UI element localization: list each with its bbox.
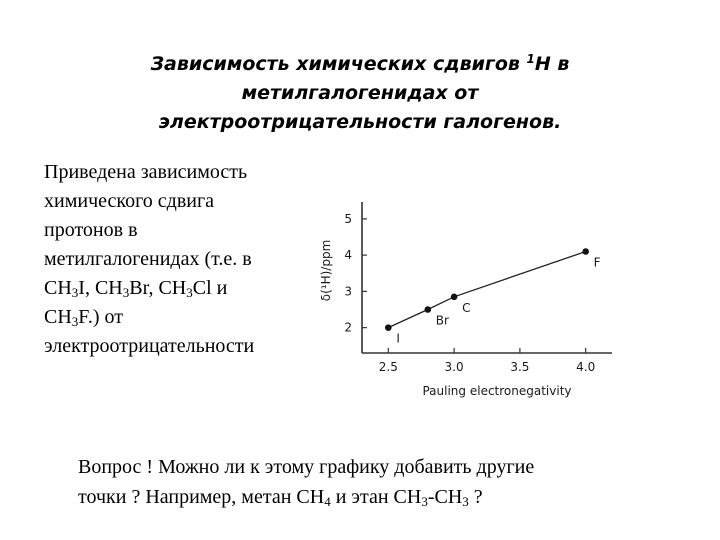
point-label-i: I [396, 331, 400, 346]
point-label-c: C [462, 300, 471, 315]
y-tick-label: 3 [344, 284, 352, 299]
description-line-1: Приведена зависимость [44, 161, 248, 183]
formula-subscript: 3 [186, 285, 193, 300]
description-line-4: метилгалогенидах (т.е. в [44, 248, 252, 270]
question-part: точки ? Например, метан CH [78, 486, 325, 508]
y-tick-label: 4 [344, 248, 352, 263]
formula-part: F.) от [78, 306, 123, 328]
title-line-1 [40, 50, 680, 79]
title-superscript: 1 [526, 52, 535, 66]
data-point-f [582, 248, 589, 255]
description-line-2: химического сдвига [44, 190, 215, 212]
series-line [388, 252, 585, 328]
description-line-7: электроотрицательности [44, 335, 255, 357]
y-tick-label: 2 [344, 320, 352, 335]
question-line-1: Вопрос ! Можно ли к этому графику добавить другие [78, 456, 535, 478]
data-point-i [385, 324, 392, 331]
data-point-c [451, 294, 458, 301]
description-line-6 [44, 303, 324, 332]
question-part: и этан CH [330, 486, 422, 508]
question-text [78, 452, 698, 512]
formula-subscript: 3 [71, 314, 79, 329]
x-tick-label: 3.5 [510, 360, 530, 374]
title-line-1-text: Зависимость химических сдвигов [150, 53, 527, 75]
formula-subscript: 3 [462, 494, 469, 509]
formula-part: Br, CH [129, 277, 187, 299]
question-part: -CH [427, 486, 463, 508]
formula-part: I, CH [78, 277, 123, 299]
data-point-br [424, 306, 431, 313]
formula-subscript: 3 [71, 285, 79, 300]
point-label-br: Br [435, 313, 449, 328]
question-line-2 [78, 482, 698, 512]
question-part: ? [468, 486, 483, 508]
point-label-f: F [593, 255, 601, 270]
y-tick-label: 5 [344, 211, 352, 226]
title-line-1-end: H в [534, 53, 570, 75]
x-tick-label: 4.0 [576, 360, 596, 374]
formula-subscript: 3 [421, 494, 428, 509]
shift-vs-electronegativity-chart [300, 180, 630, 410]
description-line-3: протонов в [44, 219, 138, 241]
formula-part: CH [44, 306, 72, 328]
x-axis-label: Pauling electronegativity [422, 384, 572, 398]
description-text [44, 158, 324, 361]
x-tick-label: 3.0 [444, 360, 464, 374]
formula-part: Cl и [192, 277, 228, 299]
title-line-2: метилгалогенидах от [241, 82, 479, 104]
y-axis-label: δ(¹H)/ppm [319, 239, 333, 302]
description-line-5 [44, 274, 324, 303]
title-line-3: электроотрицательности галогенов. [158, 111, 562, 133]
x-tick-label: 2.5 [378, 360, 398, 374]
slide-title [40, 50, 680, 137]
formula-part: CH [44, 277, 72, 299]
formula-subscript: 3 [122, 285, 130, 300]
formula-subscript: 4 [324, 494, 331, 509]
